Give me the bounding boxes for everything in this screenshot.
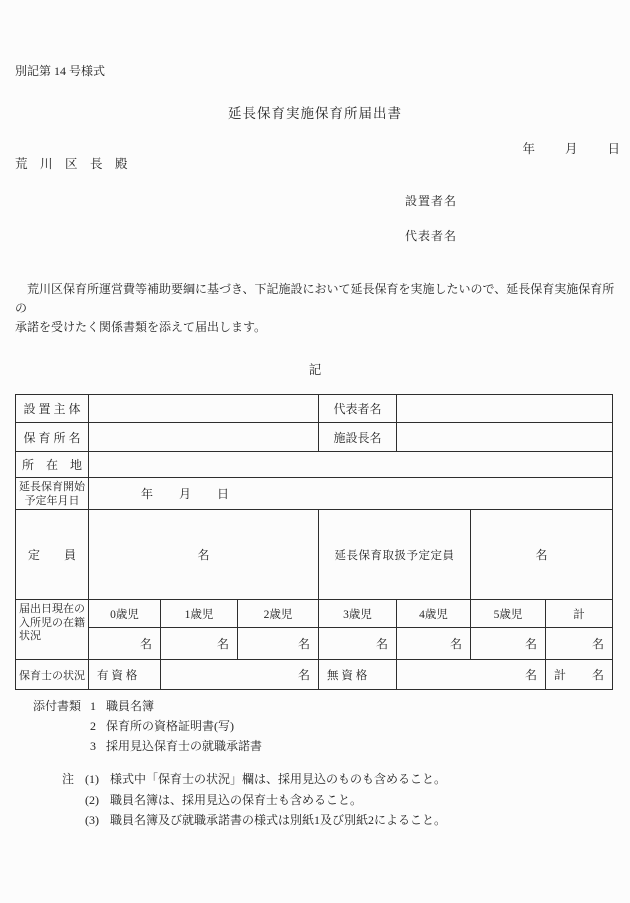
director-label: 施設長名 bbox=[319, 423, 397, 452]
enrollment-label-line1: 届出日現在の bbox=[19, 603, 85, 615]
start-date-label-line1: 延長保育開始 bbox=[19, 480, 85, 493]
attachment-item-2 bbox=[33, 716, 262, 736]
representative-name-label: 代表者名 bbox=[405, 229, 458, 243]
count-unit-2: 名 bbox=[238, 628, 319, 660]
qualified-label: 有 資 格 bbox=[89, 660, 161, 690]
table-row-teacher-status bbox=[16, 660, 613, 690]
count-unit-0: 名 bbox=[89, 628, 161, 660]
enrollment-status-label bbox=[16, 600, 89, 660]
count-unit-5: 名 bbox=[471, 628, 546, 660]
start-date-day-label: 日 bbox=[217, 487, 230, 501]
count-unit-1: 名 bbox=[161, 628, 238, 660]
table-row-founding-body bbox=[16, 395, 613, 423]
director-field bbox=[397, 423, 613, 452]
age-column-0: 0歳児 bbox=[89, 600, 161, 628]
founder-name-label: 設置者名 bbox=[405, 194, 458, 208]
form-number: 別記第 14 号様式 bbox=[15, 64, 106, 78]
age-column-4: 4歳児 bbox=[397, 600, 471, 628]
teacher-total-unit: 名 bbox=[592, 668, 605, 682]
start-date-month-label: 月 bbox=[179, 487, 192, 501]
note-number-1: (1) bbox=[85, 772, 99, 786]
date-month-label: 月 bbox=[564, 142, 578, 156]
teacher-status-label: 保育士の状況 bbox=[16, 660, 89, 690]
age-column-2: 2歳児 bbox=[238, 600, 319, 628]
start-date-field bbox=[89, 478, 613, 510]
note-number-3: (3) bbox=[85, 813, 99, 827]
attachment-number-2: 2 bbox=[90, 719, 96, 733]
date-year-label: 年 bbox=[522, 142, 535, 156]
note-item-1 bbox=[62, 769, 446, 790]
date-line bbox=[522, 139, 620, 157]
notes-label: 注 bbox=[62, 772, 75, 786]
teacher-total-cell bbox=[546, 660, 613, 690]
nursery-name-field bbox=[89, 423, 319, 452]
start-date-year-label: 年 bbox=[141, 487, 154, 501]
enrollment-label-line2: 入所児の在籍 bbox=[19, 616, 85, 629]
count-unit-3: 名 bbox=[319, 628, 397, 660]
attachment-item-3 bbox=[33, 736, 262, 756]
count-unit-total: 名 bbox=[546, 628, 613, 660]
table-row-start-date bbox=[16, 478, 613, 510]
start-date-label bbox=[16, 478, 89, 510]
count-unit-4: 名 bbox=[397, 628, 471, 660]
attachment-text-1: 職員名簿 bbox=[106, 699, 155, 713]
address-field bbox=[89, 452, 613, 478]
start-date-label-line2: 予定年月日 bbox=[24, 494, 80, 507]
capacity-unit: 名 bbox=[89, 510, 319, 600]
table-row-capacity bbox=[16, 510, 613, 600]
addressee: 荒 川 区 長 殿 bbox=[15, 157, 128, 171]
table-row-age-counts bbox=[16, 628, 613, 660]
date-day-label: 日 bbox=[607, 142, 620, 156]
representative-field bbox=[397, 395, 613, 423]
attachment-text-3: 採用見込保育士の就職承諾書 bbox=[106, 739, 263, 753]
note-text-1: 様式中「保育士の状況」欄は、採用見込のものも含めること。 bbox=[110, 772, 447, 786]
age-column-5: 5歳児 bbox=[471, 600, 546, 628]
founding-body-label: 設 置 主 体 bbox=[16, 395, 89, 423]
note-text-3: 職員名簿及び就職承諾書の様式は別紙1及び別紙2によること。 bbox=[110, 813, 447, 827]
attachment-text-2: 保育所の資格証明書(写) bbox=[106, 719, 234, 733]
attachment-number-3: 3 bbox=[90, 739, 96, 753]
capacity-label: 定 員 bbox=[16, 510, 89, 600]
note-item-2 bbox=[62, 790, 446, 811]
representative-label: 代表者名 bbox=[319, 395, 397, 423]
age-column-total: 計 bbox=[546, 600, 613, 628]
body-paragraph bbox=[15, 280, 619, 337]
unqualified-label: 無 資 格 bbox=[319, 660, 397, 690]
note-item-3 bbox=[62, 810, 446, 831]
attachments-label: 添付書類 bbox=[33, 699, 82, 713]
founding-body-field bbox=[89, 395, 319, 423]
nursery-name-label: 保 育 所 名 bbox=[16, 423, 89, 452]
age-column-3: 3歳児 bbox=[319, 600, 397, 628]
notes-section bbox=[62, 769, 446, 831]
table-row-nursery-name bbox=[16, 423, 613, 452]
age-column-1: 1歳児 bbox=[161, 600, 238, 628]
page-title: 延長保育実施保育所届出書 bbox=[228, 106, 402, 121]
note-text-2: 職員名簿は、採用見込の保育士も含めること。 bbox=[110, 792, 363, 807]
table-row-age-headers bbox=[16, 600, 613, 628]
attachment-item-1 bbox=[33, 696, 262, 716]
body-line-1: 荒川区保育所運営費等補助要綱に基づき、下記施設において延長保育を実施したいので、延長保育実施保育所の bbox=[15, 282, 615, 315]
attachment-number-1: 1 bbox=[90, 699, 96, 713]
attachments-section bbox=[33, 696, 262, 756]
table-row-address bbox=[16, 452, 613, 478]
unqualified-count-unit: 名 bbox=[397, 660, 546, 690]
note-number-2: (2) bbox=[85, 792, 99, 807]
teacher-total-label: 計 bbox=[554, 668, 567, 682]
address-label: 所 在 地 bbox=[16, 452, 89, 478]
form-table bbox=[15, 394, 613, 690]
enrollment-label-line3: 状況 bbox=[19, 630, 41, 642]
extended-capacity-label: 延長保育取扱予定定員 bbox=[319, 510, 471, 600]
record-mark: 記 bbox=[308, 363, 322, 377]
extended-capacity-unit: 名 bbox=[471, 510, 613, 600]
qualified-count-unit: 名 bbox=[161, 660, 319, 690]
body-line-2: 承諾を受けたく関係書類を添えて届出します。 bbox=[15, 320, 267, 334]
